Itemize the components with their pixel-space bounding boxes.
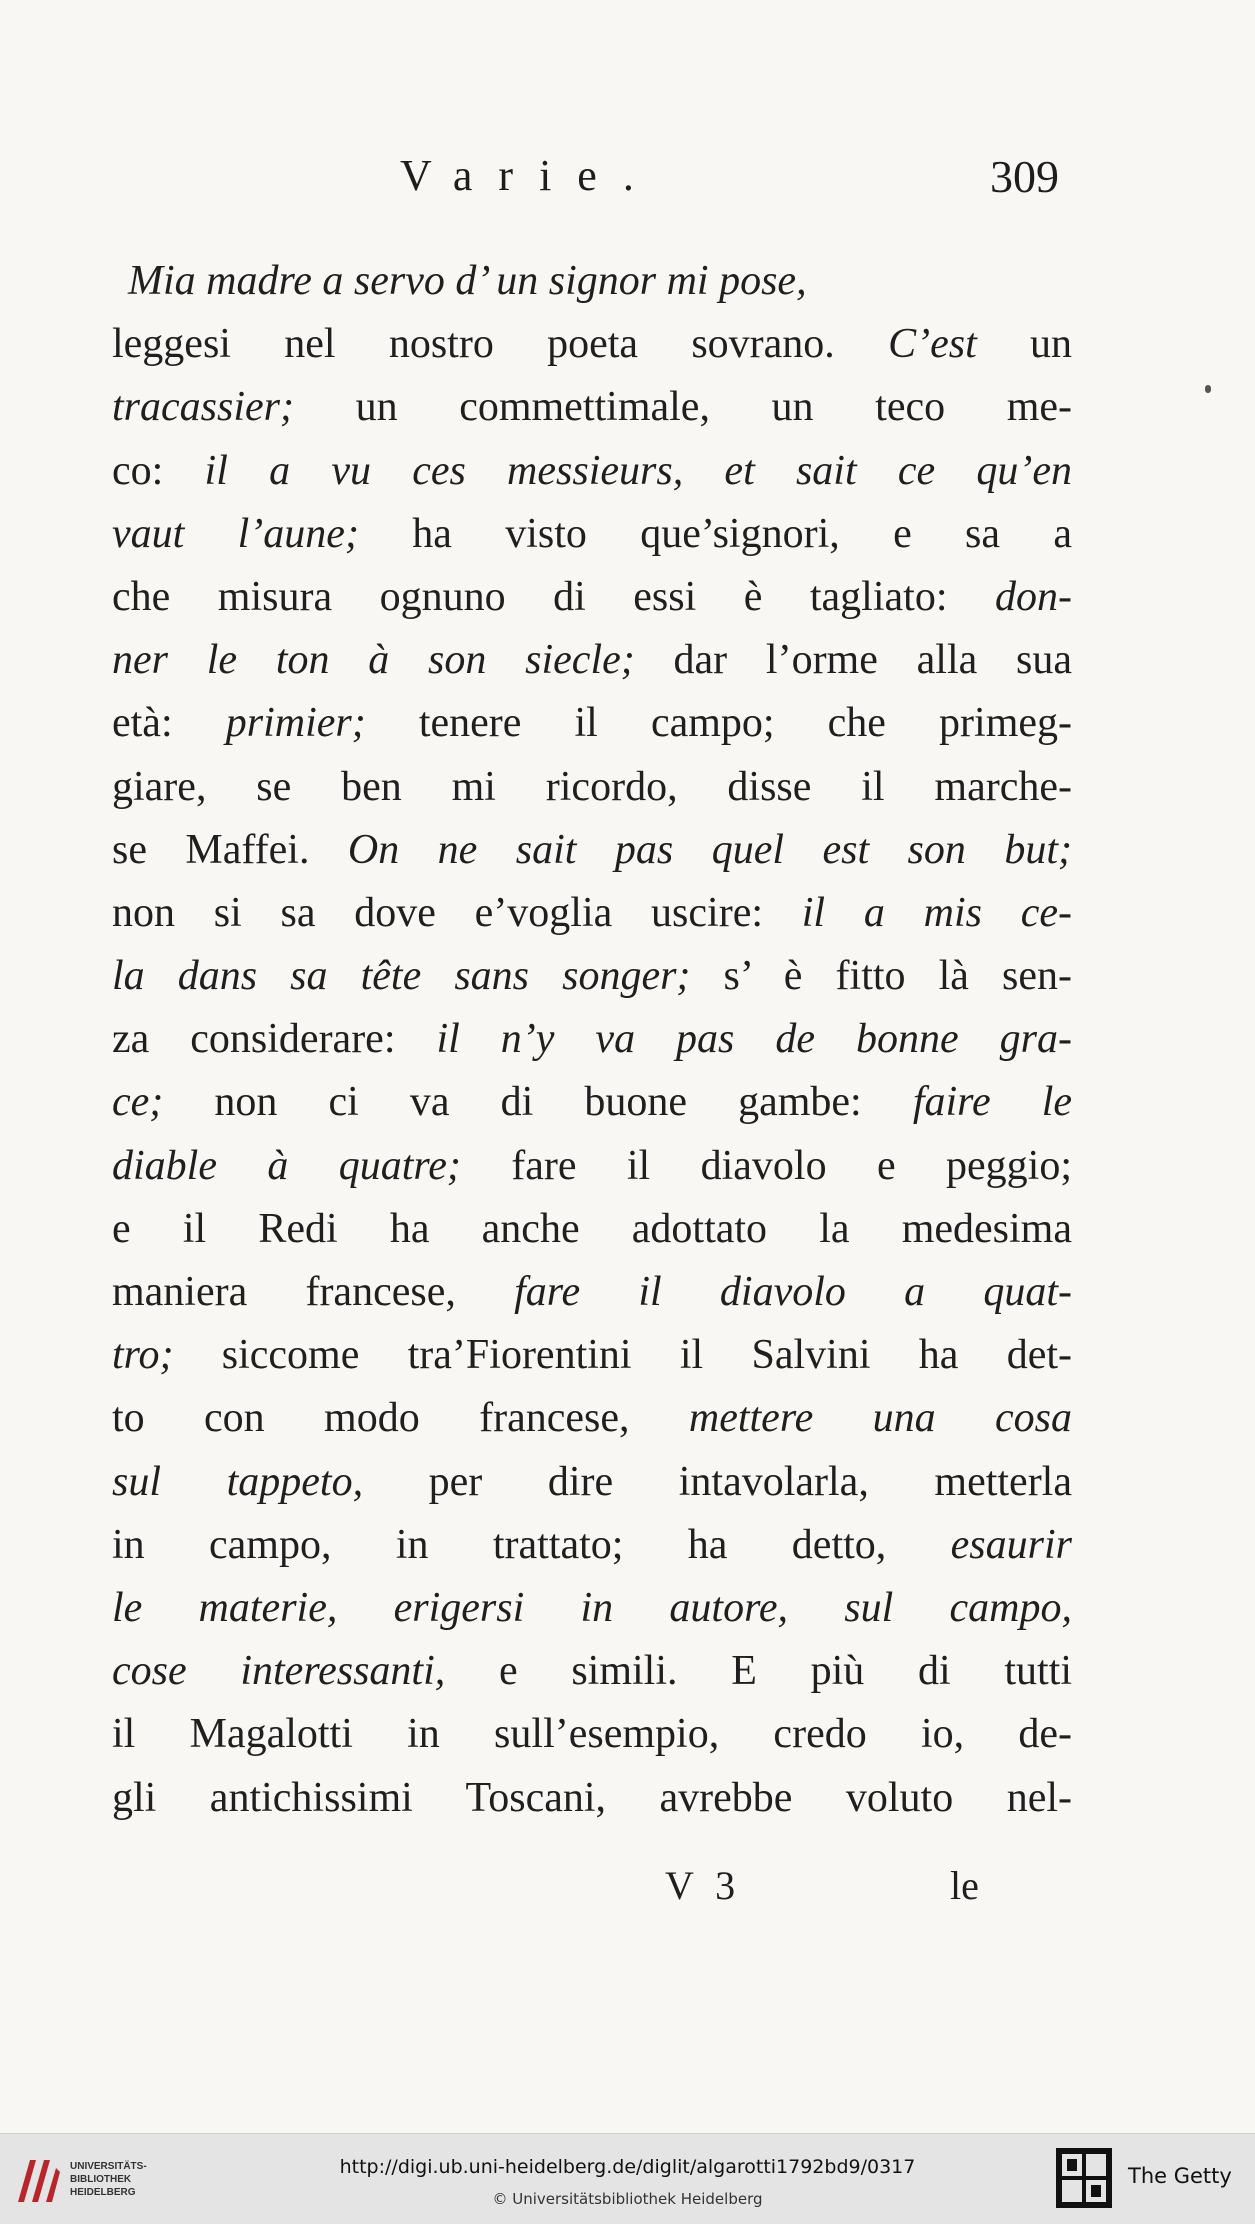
text-segment: fare il diavolo e peggio; — [460, 1142, 1072, 1189]
text-segment: s’ è fitto là sen- — [690, 953, 1072, 1000]
text-segment: to con modo francese, — [112, 1395, 689, 1442]
italic-text: ce; — [112, 1079, 164, 1126]
italic-text: faire le — [912, 1079, 1072, 1126]
italic-text: il n’y va pas de bonne gra- — [436, 1016, 1072, 1063]
text-segment: in campo, in trattato; ha detto, — [112, 1521, 951, 1568]
italic-text: diable à quatre; — [112, 1142, 461, 1189]
text-segment: gli antichissimi Toscani, avrebbe voluto nel- — [112, 1774, 1072, 1821]
signature-line — [0, 1862, 1255, 1922]
text-line — [112, 1387, 1072, 1450]
italic-text: fare il diavolo a quat- — [514, 1269, 1072, 1315]
text-segment: per dire intavolarla, metterla — [363, 1458, 1072, 1505]
italic-text: il a vu ces messieurs, et sait ce qu’en — [204, 447, 1072, 494]
text-segment: il Magalotti in sull’esempio, credo io, de- — [112, 1711, 1072, 1758]
text-line — [112, 503, 1072, 566]
italic-text: ner le ton à son siecle; — [112, 637, 635, 684]
page-header — [0, 150, 1255, 210]
text-line — [112, 1071, 1072, 1134]
text-line — [112, 882, 1072, 945]
library-name: UNIVERSITÄTS- BIBLIOTHEK HEIDELBERG — [70, 2161, 147, 2198]
text-line — [112, 440, 1072, 503]
text-segment: non si sa dove e’voglia uscire: — [112, 889, 802, 936]
text-segment: tenere il campo; che primeg- — [365, 700, 1073, 747]
running-title: Varie. — [400, 151, 660, 200]
text-segment: dar l’orme alla sua — [634, 637, 1073, 684]
permalink-url[interactable]: http://digi.ub.uni-heidelberg.de/diglit/algarotti1792bd9/0317 — [339, 2156, 916, 2178]
text-line — [112, 250, 1072, 313]
text-line — [112, 629, 1072, 692]
text-segment: e simili. E più di tutti — [445, 1648, 1073, 1695]
italic-text: On ne sait pas quel est son but; — [347, 826, 1073, 873]
text-line — [112, 313, 1072, 376]
text-line — [112, 376, 1072, 439]
text-segment: leggesi nel nostro poeta sovrano. — [112, 321, 889, 368]
text-segment: non ci va di buone gambe: — [163, 1079, 913, 1126]
text-segment: un — [976, 321, 1073, 368]
italic-text: vaut l’aune; — [112, 510, 359, 557]
italic-text: C’est — [888, 321, 977, 368]
italic-text: tracassier; — [112, 384, 294, 431]
italic-text: don- — [995, 573, 1072, 620]
getty-logo-icon[interactable] — [1056, 2148, 1112, 2208]
text-segment: se Maffei. — [112, 826, 348, 873]
text-line — [112, 1261, 1072, 1324]
text-segment: età: — [112, 700, 226, 747]
text-line — [112, 1451, 1072, 1514]
italic-text: sul tappeto, — [112, 1458, 364, 1505]
text-segment: che misura ognuno di essi è tagliato: — [112, 573, 995, 620]
text-line — [112, 1577, 1072, 1640]
text-line — [112, 1324, 1072, 1387]
partner-name: The Getty — [1128, 2164, 1232, 2188]
text-line — [112, 692, 1072, 755]
italic-text: mettere una cosa — [688, 1395, 1072, 1442]
italic-text: primier; — [225, 700, 366, 747]
text-line — [112, 1008, 1072, 1071]
italic-text: il a mis ce- — [801, 889, 1072, 936]
italic-text: cose interessanti, — [112, 1648, 446, 1695]
body-text — [112, 250, 1072, 1830]
text-line — [112, 566, 1072, 629]
text-segment: co: — [112, 447, 205, 494]
copyright-notice: © Universitätsbibliothek Heidelberg — [492, 2190, 763, 2208]
text-line — [112, 945, 1072, 1008]
text-segment: siccome tra’Fiorentini il Salvini ha det- — [173, 1332, 1072, 1379]
text-segment: giare, se ben mi ricordo, disse il marche- — [112, 763, 1072, 810]
viewer-footer — [0, 2133, 1255, 2224]
text-segment: maniera francese, — [112, 1269, 515, 1315]
text-line — [112, 1703, 1072, 1766]
italic-text: la dans sa tête sans songer; — [112, 953, 691, 1000]
page-number: 309 — [990, 151, 1059, 202]
text-line — [112, 1767, 1072, 1830]
signature-mark: V 3 — [665, 1863, 742, 1908]
margin-speck — [1205, 385, 1211, 393]
text-segment: un commettimale, un teco me- — [294, 384, 1072, 431]
italic-text: Mia madre a servo d’ un signor mi pose, — [128, 258, 807, 304]
text-line — [112, 1135, 1072, 1198]
text-segment: e il Redi ha anche adottato la medesima — [112, 1205, 1072, 1252]
text-segment: za considerare: — [112, 1016, 437, 1063]
text-line — [112, 1198, 1072, 1261]
text-line — [112, 1640, 1072, 1703]
text-line — [112, 819, 1072, 882]
text-line — [112, 756, 1072, 819]
italic-text: esaurir — [950, 1521, 1072, 1568]
catchword: le — [950, 1863, 979, 1908]
text-line — [112, 1514, 1072, 1577]
italic-text: le materie, erigersi in autore, sul campo, — [112, 1584, 1072, 1631]
italic-text: tro; — [112, 1332, 174, 1379]
text-segment: ha visto que’signori, e sa a — [358, 510, 1073, 557]
